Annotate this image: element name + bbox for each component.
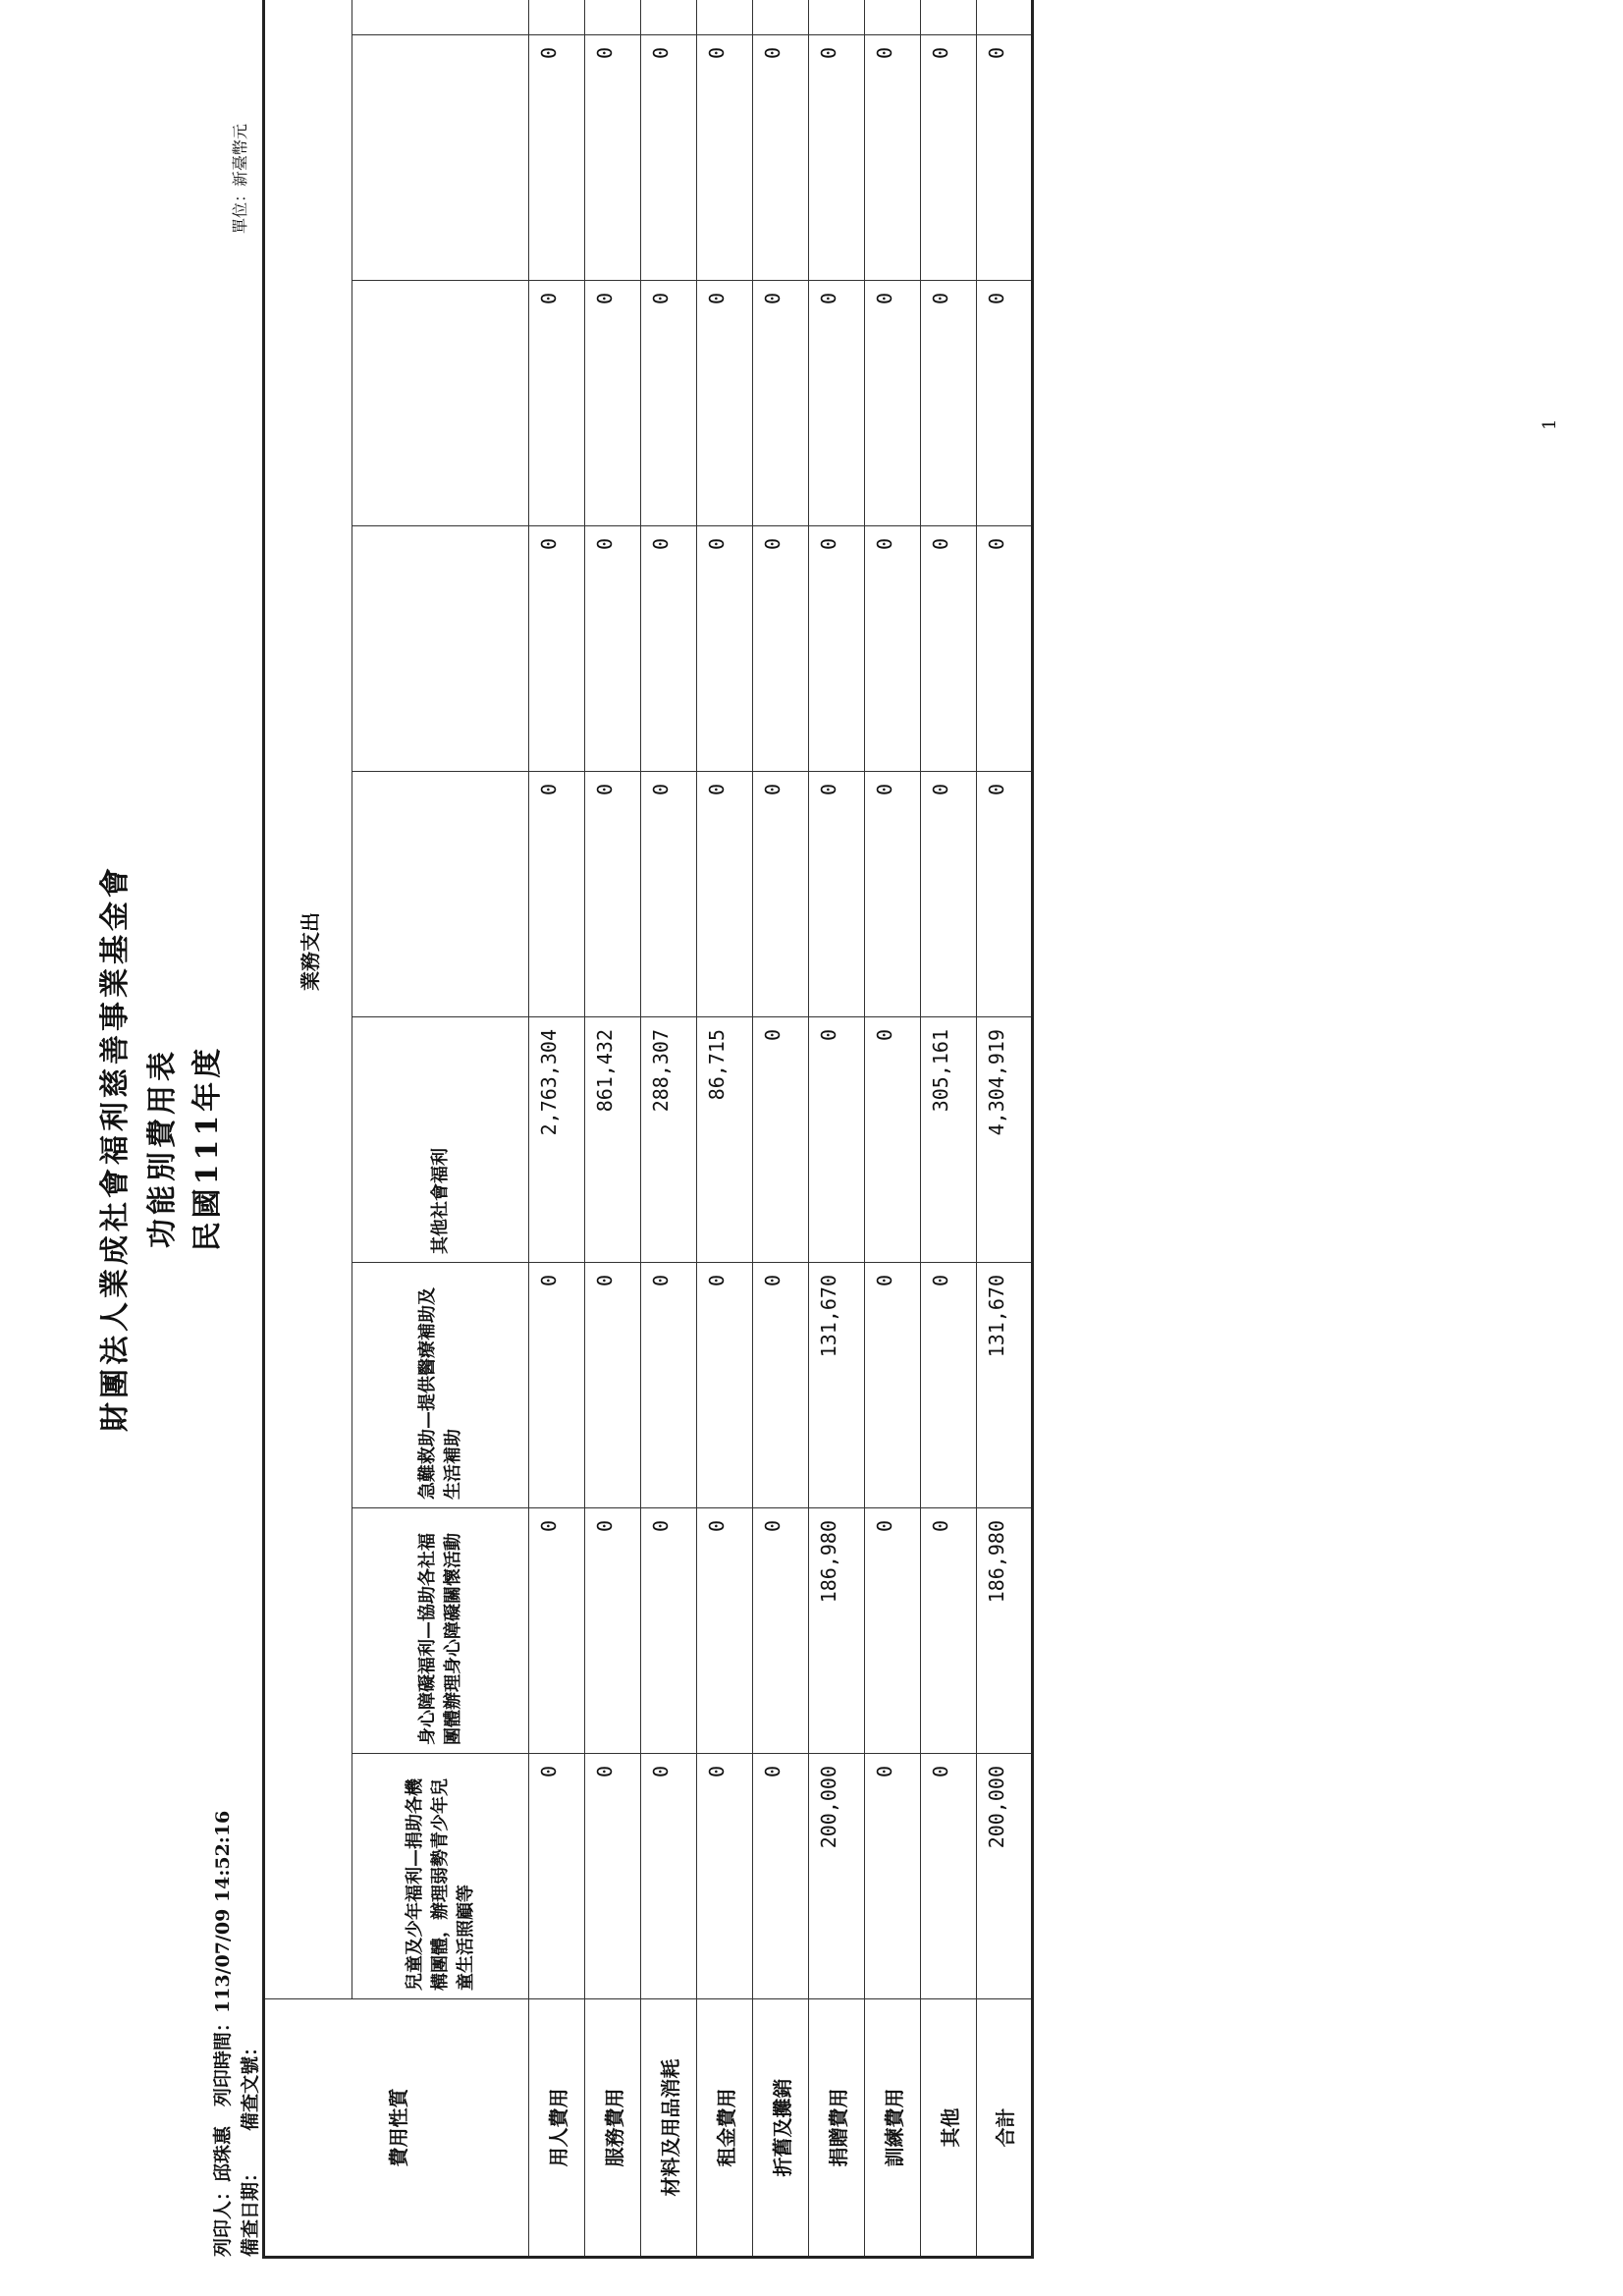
table-cell: 0 bbox=[921, 281, 977, 526]
table-cell: 0 bbox=[753, 772, 809, 1017]
row-label: 其他 bbox=[921, 1999, 977, 2258]
functional-expense-table bbox=[262, 0, 1034, 2259]
table-cell: 0 bbox=[977, 772, 1033, 1017]
table-cell: 0 bbox=[585, 1508, 641, 1754]
table-cell: 861,432 bbox=[585, 1017, 641, 1263]
table-cell: 0 bbox=[529, 1754, 585, 1999]
table-cell: 0 bbox=[753, 281, 809, 526]
row-label: 合計 bbox=[977, 1999, 1033, 2258]
table-row bbox=[529, 0, 585, 2258]
row-label: 服務費用 bbox=[585, 1999, 641, 2258]
page-number: 1 bbox=[1540, 418, 1560, 430]
table-row bbox=[697, 0, 753, 2258]
table-cell: 0 bbox=[977, 35, 1033, 281]
table-row bbox=[585, 0, 641, 2258]
table-cell: 288,307 bbox=[641, 1017, 697, 1263]
table-cell: 86,715 bbox=[697, 1017, 753, 1263]
table-cell bbox=[641, 0, 697, 35]
row-label: 材料及用品消耗 bbox=[641, 1999, 697, 2258]
table-cell: 0 bbox=[697, 1508, 753, 1754]
table-cell: 0 bbox=[753, 1508, 809, 1754]
column-child-youth-welfare: 兒童及少年福利—捐助各機構團體，辦理弱勢青少年兒童生活照顧等 bbox=[352, 1754, 529, 1999]
table-cell: 0 bbox=[529, 35, 585, 281]
table-cell: 0 bbox=[865, 281, 921, 526]
table-cell: 131,670 bbox=[809, 1263, 865, 1508]
table-row bbox=[921, 0, 977, 2258]
column-subtotal bbox=[352, 0, 529, 35]
table-cell bbox=[697, 0, 753, 35]
table-cell: 2,763,304 bbox=[529, 1017, 585, 1263]
table-row bbox=[865, 0, 921, 2258]
record-number: 備查文號： bbox=[240, 2037, 261, 2131]
table-cell: 0 bbox=[641, 1754, 697, 1999]
table-cell: 0 bbox=[529, 281, 585, 526]
table-cell: 0 bbox=[921, 772, 977, 1017]
table-cell: 0 bbox=[641, 1508, 697, 1754]
table-cell: 0 bbox=[641, 772, 697, 1017]
column-blank-3 bbox=[352, 281, 529, 526]
table-cell: 305,161 bbox=[921, 1017, 977, 1263]
table-cell: 0 bbox=[585, 281, 641, 526]
table-cell: 0 bbox=[697, 35, 753, 281]
table-cell: 0 bbox=[753, 1017, 809, 1263]
table-cell: 0 bbox=[585, 772, 641, 1017]
table-cell bbox=[529, 0, 585, 35]
table-cell: 0 bbox=[585, 1754, 641, 1999]
table-cell: 0 bbox=[809, 35, 865, 281]
column-blank-2 bbox=[352, 526, 529, 772]
table-cell: 0 bbox=[585, 526, 641, 772]
organization-title: 財團法人業成社會福利慈善事業基金會 bbox=[98, 864, 133, 1432]
table-row bbox=[641, 0, 697, 2258]
column-emergency-aid: 急難救助—提供醫療補助及生活補助 bbox=[352, 1263, 529, 1508]
print-time: 列印時間：113/07/09 14:52:16 bbox=[212, 1810, 234, 2107]
table-cell: 0 bbox=[865, 1754, 921, 1999]
column-blank-1 bbox=[352, 772, 529, 1017]
table-cell: 200,000 bbox=[809, 1754, 865, 1999]
table-cell: 0 bbox=[921, 1508, 977, 1754]
fiscal-year: 民國111年度 bbox=[190, 1044, 225, 1252]
table-cell: 0 bbox=[697, 1754, 753, 1999]
table-cell: 0 bbox=[865, 1508, 921, 1754]
table-row bbox=[809, 0, 865, 2258]
table-cell bbox=[753, 0, 809, 35]
table-cell: 0 bbox=[641, 1263, 697, 1508]
table-cell: 0 bbox=[529, 1508, 585, 1754]
row-label: 捐贈費用 bbox=[809, 1999, 865, 2258]
table-cell: 0 bbox=[641, 281, 697, 526]
row-label: 訓練費用 bbox=[865, 1999, 921, 2258]
table-cell: 0 bbox=[641, 526, 697, 772]
table-cell: 0 bbox=[865, 526, 921, 772]
table-cell: 0 bbox=[865, 772, 921, 1017]
table-cell bbox=[809, 0, 865, 35]
table-cell: 0 bbox=[921, 35, 977, 281]
table-cell: 0 bbox=[753, 526, 809, 772]
table-cell: 0 bbox=[865, 35, 921, 281]
table-cell: 0 bbox=[529, 526, 585, 772]
table-body bbox=[529, 0, 1033, 2258]
table-cell: 0 bbox=[529, 1263, 585, 1508]
table-cell: 0 bbox=[977, 281, 1033, 526]
table-cell bbox=[865, 0, 921, 35]
table-cell: 0 bbox=[809, 1017, 865, 1263]
table-cell: 0 bbox=[921, 526, 977, 772]
table-cell bbox=[921, 0, 977, 35]
table-cell: 0 bbox=[529, 772, 585, 1017]
table-cell: 0 bbox=[921, 1754, 977, 1999]
table-cell: 0 bbox=[809, 526, 865, 772]
table-cell: 0 bbox=[809, 772, 865, 1017]
table-row bbox=[977, 0, 1033, 2258]
row-label: 折舊及攤銷 bbox=[753, 1999, 809, 2258]
table-cell: 200,000 bbox=[977, 1754, 1033, 1999]
table-row bbox=[753, 0, 809, 2258]
table-cell bbox=[977, 0, 1033, 35]
table-cell: 131,670 bbox=[977, 1263, 1033, 1508]
row-label: 用人費用 bbox=[529, 1999, 585, 2258]
table-cell bbox=[585, 0, 641, 35]
table-cell: 0 bbox=[921, 1263, 977, 1508]
expense-nature-header: 費用性質 bbox=[264, 1999, 529, 2258]
column-disability-welfare: 身心障礙福利—協助各社福團體辦理身心障礙關懷活動 bbox=[352, 1508, 529, 1754]
table-cell: 0 bbox=[697, 281, 753, 526]
table-cell: 0 bbox=[697, 526, 753, 772]
table-cell: 0 bbox=[809, 281, 865, 526]
table-cell: 0 bbox=[753, 1263, 809, 1508]
record-info bbox=[236, 2038, 262, 2257]
table-cell: 0 bbox=[697, 1263, 753, 1508]
printer-name: 列印人：邱珠惠 bbox=[212, 2125, 234, 2257]
print-info bbox=[208, 1811, 235, 2257]
table-cell: 0 bbox=[585, 1263, 641, 1508]
column-other-social-welfare: 其他社會福利 bbox=[352, 1017, 529, 1263]
row-label: 租金費用 bbox=[697, 1999, 753, 2258]
table-cell: 186,980 bbox=[977, 1508, 1033, 1754]
table-cell: 0 bbox=[753, 1754, 809, 1999]
table-cell: 0 bbox=[865, 1017, 921, 1263]
table-cell: 0 bbox=[585, 35, 641, 281]
record-date: 備查日期： bbox=[240, 2162, 261, 2257]
table-cell: 0 bbox=[865, 1263, 921, 1508]
table-cell: 0 bbox=[753, 35, 809, 281]
table-cell: 4,304,919 bbox=[977, 1017, 1033, 1263]
currency-unit: 單位：新臺幣元 bbox=[231, 123, 249, 234]
business-expense-header: 業務支出 bbox=[264, 0, 352, 1999]
table-cell: 0 bbox=[977, 526, 1033, 772]
table-cell: 0 bbox=[697, 772, 753, 1017]
column-blank-4 bbox=[352, 35, 529, 281]
report-title: 功能別費用表 bbox=[145, 1048, 180, 1248]
table-cell: 0 bbox=[641, 35, 697, 281]
table-cell: 186,980 bbox=[809, 1508, 865, 1754]
